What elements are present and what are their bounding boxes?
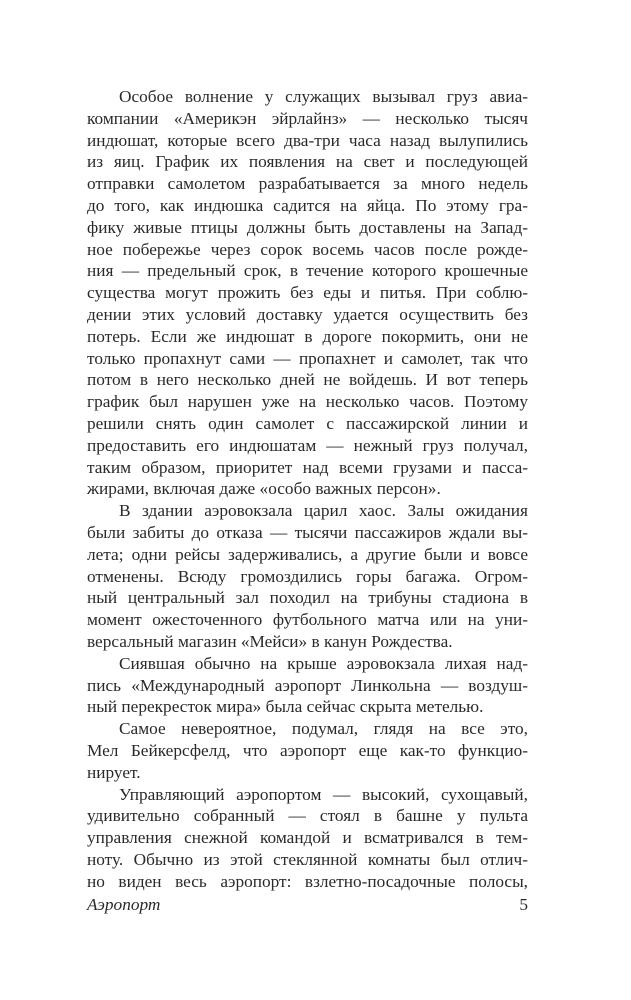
text-line: потерь. Если же индюшат в дороге покормить, они не — [87, 326, 528, 346]
text-line: потом в него несколько дней не войдешь. И вот теперь — [87, 370, 528, 390]
text-line: только пропахнут сами — пропахнет и самолет, так что — [87, 348, 528, 368]
running-title: Аэропорт — [87, 895, 161, 914]
text-line: лета; одни рейсы задерживались, а другие были и вовсе — [87, 544, 528, 564]
text-line: нирует. — [87, 762, 141, 782]
text-line: решили снять один самолет с пассажирской линии и — [87, 413, 528, 433]
text-line: компании «Америкэн эйрлайнз» — несколько тысяч — [87, 108, 528, 128]
text-line: пись «Международный аэропорт Линкольна — воздуш- — [87, 675, 528, 695]
text-line: управления снежной командой и всматривался в тем- — [87, 828, 528, 848]
text-line: были забиты до отказа — тысячи пассажиров ждали вы- — [87, 522, 528, 542]
text-line: ноту. Обычно из этой стеклянной комнаты был отлич- — [87, 849, 528, 869]
page-footer — [87, 895, 528, 915]
text-line: отправки самолетом разрабатывается за много недель — [87, 174, 528, 194]
text-line: фику живые птицы должны быть доставлены на Запад- — [87, 217, 528, 237]
text-line: версальный магазин «Мейси» в канун Рождества. — [87, 631, 453, 651]
text-line: предоставить его индюшатам — нежный груз получал, — [87, 435, 528, 455]
text-line: но виден весь аэропорт: взлетно-посадочные полосы, — [87, 871, 528, 891]
text-line: момент ожесточенного футбольного матча или на уни- — [87, 610, 528, 630]
paragraph — [87, 718, 528, 783]
text-line: из яиц. График их появления на свет и последующей — [87, 152, 528, 172]
text-line: ное побережье через сорок восемь часов после рожде- — [87, 239, 528, 259]
text-line: Мел Бейкерсфелд, что аэропорт еще как-то функцио- — [87, 740, 528, 760]
text-line: отменены. Всюду громоздились горы багажа. Огром- — [87, 566, 528, 586]
page-body-text — [87, 86, 528, 892]
text-line: Особое волнение у служащих вызывал груз авиа- — [119, 87, 528, 106]
text-line: удивительно собранный — стоял в башне у пульта — [87, 806, 528, 826]
text-line: таким образом, приоритет над всеми грузами и пасса- — [87, 457, 528, 477]
text-line: Управляющий аэропортом — высокий, сухощавый, — [119, 784, 528, 804]
text-line: дении этих условий доставку удается осуществить без — [87, 304, 528, 324]
text-line: Самое невероятное, подумал, глядя на все это, — [119, 719, 528, 739]
text-line: график был нарушен уже на несколько часов. Поэтому — [87, 392, 528, 412]
text-line: ный перекресток мира» была сейчас скрыта метелью. — [87, 697, 484, 717]
text-line: существа могут прожить без еды и питья. При соблю- — [87, 283, 528, 303]
page-number: 5 — [519, 895, 528, 914]
paragraph — [87, 784, 528, 893]
paragraph — [87, 653, 528, 718]
text-line: ния — предельный срок, в течение которого крошечные — [87, 261, 528, 281]
text-line: до того, как индюшка садится на яйца. По этому гра- — [87, 195, 528, 215]
text-line: жирами, включая даже «особо важных персон». — [87, 479, 441, 499]
text-line: индюшат, которые всего два-три часа назад вылупились — [87, 130, 528, 150]
text-line: В здании аэровокзала царил хаос. Залы ожидания — [119, 501, 528, 521]
text-line: Сиявшая обычно на крыше аэровокзала лихая над- — [119, 653, 528, 673]
text-line: ный центральный зал походил на трибуны стадиона в — [87, 588, 528, 608]
paragraph — [87, 500, 528, 653]
paragraph — [87, 86, 528, 500]
